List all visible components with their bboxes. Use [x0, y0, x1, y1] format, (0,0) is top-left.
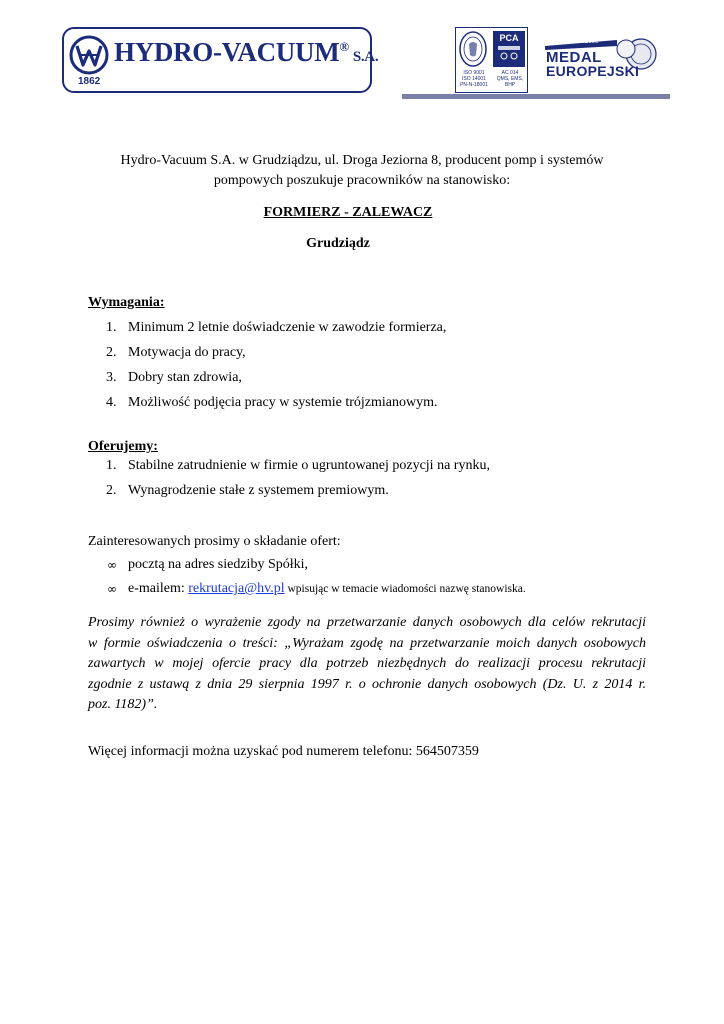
- legal-form: S.A.: [352, 49, 379, 65]
- list-text: Minimum 2 letnie doświadczenie w zawodzie formierza,: [128, 320, 447, 335]
- list-number: 3.: [106, 370, 117, 385]
- list-text: pocztą na adres siedziby Spółki,: [128, 557, 309, 572]
- job-location: Grudziądz: [306, 236, 370, 251]
- hydro-vacuum-emblem-icon: [69, 35, 109, 75]
- list-text: Wynagrodzenie stałe z systemem premiowym.: [128, 483, 389, 498]
- list-number: 1.: [106, 458, 117, 473]
- contact-info: Więcej informacji można uzyskać pod numerem telefonu: 564507359: [88, 744, 479, 759]
- list-text: Motywacja do pracy,: [128, 345, 246, 360]
- cert-standards-right: AC 014 QMS, EMS, BHP: [496, 70, 524, 88]
- job-title: FORMIERZ - ZALEWACZ: [263, 205, 433, 220]
- pca-badge: PCA: [493, 31, 525, 67]
- infinity-bullet-icon: ∞: [107, 582, 117, 596]
- medal-title: MEDAL: [546, 49, 602, 66]
- accreditation-symbol-icon: [495, 43, 523, 63]
- list-number: 1.: [106, 320, 117, 335]
- list-text: e-mailem: rekrutacja@hv.pl wpisując w temacie wiadomości nazwę stanowiska.: [128, 581, 526, 596]
- list-text: Dobry stan zdrowia,: [128, 370, 242, 385]
- company-logo: [62, 27, 379, 93]
- requirements-heading: Wymagania:: [88, 295, 165, 310]
- intro-paragraph: Hydro-Vacuum S.A. w Grudziądzu, ul. Droga Jeziorna 8, producent pomp i systemów pompowych poszukuje pracowników na stanowisko:: [120, 153, 604, 188]
- application-intro: Zainteresowanych prosimy o składanie ofert:: [88, 534, 341, 549]
- header-divider: [402, 94, 670, 99]
- consent-paragraph: Prosimy również o wyrażenie zgody na przetwarzanie danych osobowych dla celów rekrutacji w formie oświadczenia o treści: „Wyrażam zgodę na przetwarzanie moich danych osobowych zawartych w mojej ofercie pracy dla potrzeb niezbędnych do realizacji procesu rekrutacji zgodnie z ustawą z dnia 29 sierpnia 1997 r. o ochronie danych osobowych (Dz. U. z 2014 r. poz. 1182)”.: [88, 615, 646, 712]
- medal-subtitle: EUROPEJSKI: [546, 63, 640, 79]
- list-number: 2.: [106, 483, 117, 498]
- founded-year: 1862: [78, 76, 101, 87]
- list-text: Możliwość podjęcia pracy w systemie trójzmianowym.: [128, 395, 438, 410]
- medal-edition: EDYCJA 2000: [560, 39, 599, 45]
- list-text: Stabilne zatrudnienie w firmie o ugruntowanej pozycji na rynku,: [128, 458, 490, 473]
- company-name: HYDRO-VACUUM®S.A.: [114, 37, 379, 67]
- email-link[interactable]: rekrutacja@hv.pl: [188, 581, 285, 596]
- cert-standards-left: ISO 9001 ISO 14001 PN-N-18001: [460, 70, 488, 88]
- list-number: 2.: [106, 345, 117, 360]
- certification-badge: [455, 27, 528, 93]
- list-number: 4.: [106, 395, 117, 410]
- certification-seal-icon: [458, 30, 488, 70]
- offer-heading: Oferujemy:: [88, 439, 158, 454]
- infinity-bullet-icon: ∞: [107, 558, 117, 572]
